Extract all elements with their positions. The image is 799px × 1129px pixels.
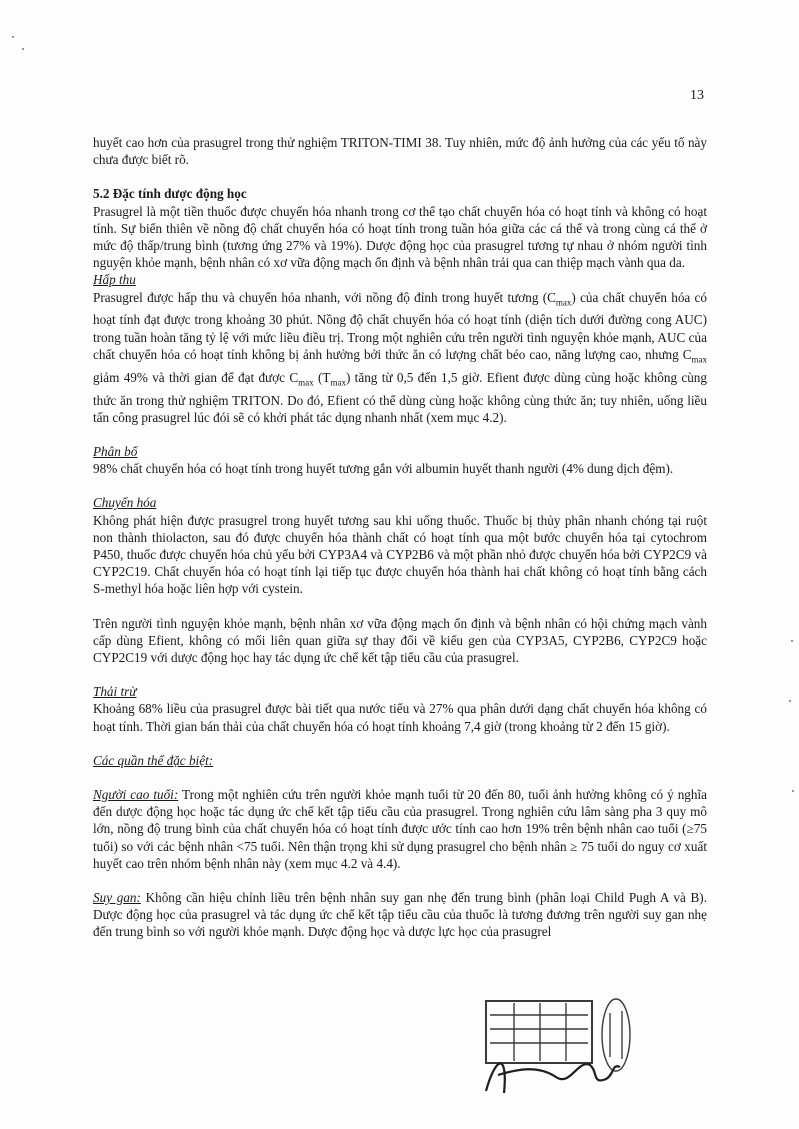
elderly-label: Người cao tuổi:	[93, 787, 179, 803]
elderly-paragraph	[93, 786, 707, 872]
elderly-text: Trong một nghiên cứu trên người khỏe mạnh tuổi từ 20 đến 80, tuổi ảnh hưởng không có ý nghĩa đến dược động học hoặc tác dụng ức chế kết tập tiểu cầu của prasugrel. Trong nghiên cứu lâm sàng pha 3 quy mô lớn, nồng độ trung bình của chất chuyển hóa có hoạt tính được ước tính cao hơn 19% trên bệnh nhân cao tuổi (≥75 tuổi) so với các bệnh nhân <75 tuổi. Nên thận trọng khi sử dụng prasugrel cho bệnh nhân ≥ 75 tuổi do nguy cơ xuất huyết cao trên nhóm bệnh nhân này (xem mục 4.2 và 4.4).	[93, 787, 707, 871]
section-intro: Prasugrel là một tiền thuốc được chuyển hóa nhanh trong cơ thể tạo chất chuyển hóa có hoạt tính và không có hoạt tính. Sự biến thiên về nồng độ chất chuyển hóa có hoạt tính trong tuần hóa giữa các cá thể và trong cùng cá thể ở mức độ thấp/trung bình (tương ứng 27% và 19%). Dược động học của prasugrel tương tự nhau ở nhóm người tình nguyện khỏe mạnh, bệnh nhân có xơ vữa động mạch ổn định và bệnh nhân trải qua can thiệp mạch vành qua da.	[93, 203, 707, 271]
distribution-title: Phân bố	[93, 443, 138, 459]
scan-speck	[12, 36, 14, 38]
elimination-title: Thải trừ	[93, 684, 137, 700]
absorption-title: Hấp thu	[93, 272, 136, 288]
metabolism-text-2: Trên người tình nguyện khỏe mạnh, bệnh nhân xơ vữa động mạch ổn định và bệnh nhân có hội chứng mạch vành cấp dùng Efient, không có mối liên quan giữa sự thay đổi về kiểu gen của CYP3A5, CYP2B6, CYP2C9 hoặc CYP2C19 với dược động học hay tác dụng ức chế kết tập tiểu cầu của prasugrel.	[93, 615, 707, 665]
elimination-text: Khoảng 68% liều của prasugrel được bài tiết qua nước tiểu và 27% qua phân dưới dạng chất chuyển hóa không có hoạt tính. Thời gian bán thải của chất chuyển hóa có hoạt tính khoảng 7,4 giờ (trong khoảng từ 2 đến 15 giờ).	[93, 701, 707, 734]
absorption-text: Prasugrel được hấp thu và chuyển hóa nhanh, với nồng độ đỉnh trong huyết tương $(C_{max})$ của chất chuyển hóa có hoạt tính đạt được trong khoảng 30 phút. Nồng độ chất chuyển hóa có hoạt tính (diện tích dưới đường cong AUC) trong tuần hoàn tăng tỷ lệ với mức liều điều trị. Trong một nghiên cứu trên người tình nguyện khỏe mạnh, AUC của chất chuyển hóa có hoạt tính không bị ảnh hưởng bởi thức ăn có lượng chất béo cao, năng lượng cao, nhưng $C_{max}$ giảm 49% và thời gian để đạt được $C_{max}$ $(T_{max})$ tăng từ 0,5 đến 1,5 giờ. Efient được dùng cùng hoặc không cùng thức ăn trong thử nghiệm TRITON. Do đó, Efient có thể dùng cùng hoặc không cùng thức ăn; tuy nhiên, uống liều tấn công prasugrel lúc đói sẽ có khởi phát tác dụng nhanh nhất (xem mục 4.2).	[93, 289, 707, 425]
hepatic-label: Suy gan:	[93, 890, 141, 906]
metabolism-text-1: Không phát hiện được prasugrel trong huyết tương sau khi uống thuốc. Thuốc bị thủy phân nhanh chóng tại ruột non thành thiolacton, sau đó được chuyển hóa thành chất có hoạt tính qua một bước chuyển hóa tại cytochrom P450, thuốc được chuyển hóa chủ yếu bởi CYP3A4 và CYP2B6 và một phần nhỏ được chuyển hóa bởi CYP2C9 và CYP2C19. Chất chuyển hóa có hoạt tính lại tiếp tục được chuyển hóa thành hai chất không có hoạt tính bằng cách S-methyl hóa hoặc liên hợp với cystein.	[93, 512, 707, 597]
page-number: 13	[690, 88, 704, 103]
special-populations-title: Các quần thể đặc biệt:	[93, 752, 214, 768]
metabolism-title: Chuyển hóa	[93, 495, 157, 511]
section-title: 5.2 Đặc tính dược động học	[93, 186, 247, 202]
scan-speck	[791, 640, 793, 642]
document-body	[93, 134, 707, 941]
scan-speck	[792, 790, 794, 792]
signature-stamp	[478, 995, 638, 1105]
hepatic-paragraph	[93, 889, 707, 941]
distribution-text: 98% chất chuyển hóa có hoạt tính trong huyết tương gắn với albumin huyết thanh người (4% dung dịch đệm).	[93, 461, 674, 477]
intro-paragraph: huyết cao hơn của prasugrel trong thử nghiệm TRITON-TIMI 38. Tuy nhiên, mức độ ảnh hưởng của các yếu tố này chưa được biết rõ.	[93, 135, 707, 168]
hepatic-text: Không cần hiệu chỉnh liều trên bệnh nhân suy gan nhẹ đến trung bình (phân loại Child Pugh A và B). Dược động học của prasugrel và tác dụng ức chế kết tập tiểu cầu của thuốc là tương đương trên người suy gan nhẹ đến trung bình so với người khỏe mạnh. Dược động học và dược lực học của prasugrel	[93, 890, 707, 940]
scan-speck	[789, 700, 791, 702]
scan-speck	[22, 48, 24, 50]
